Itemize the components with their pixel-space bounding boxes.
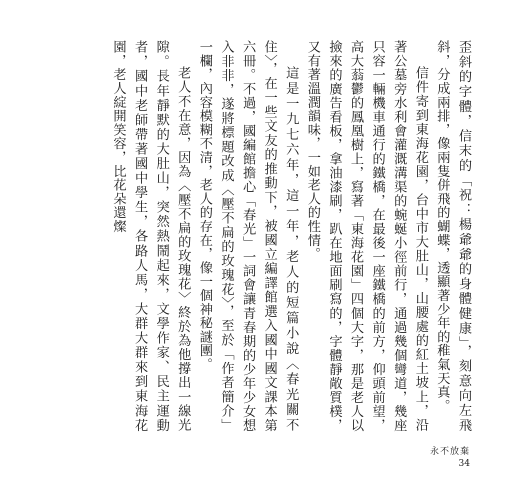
body-text (44, 40, 474, 432)
page-number: 34 (458, 459, 470, 469)
paragraph-2: 信件寄到東海花園，台中市大肚山，山腰處的紅土坡上，沿著公墓旁水利會灌溉溝渠的蜿蜒小徑前行，通過幾個彎道，幾座只容一輛機車通行的鐵橋，在最後一座鐵橋的前方，仰頭前望，高大蓊鬱的鳳凰樹上，寫著「東海花園」四個大字，那是老人以撿來的廣告看板，拿油漆刷，趴在地面刷寫的，字體靜敞質樸，又有著溫潤韻味，一如老人的性情。 (304, 40, 428, 432)
running-title: 永不放棄 (429, 447, 470, 457)
paragraph-3: 這是一九七六年，這一年，老人的短篇小說〈春光關不住〉，在一些文友的推動下，被國立編譯館選入國中國文課本第六冊。不過，國編館擔心「春光」一詞會讓青春期的少年少女想入非非，遂將標題改成〈壓不扁的玫瑰花〉，至於「作者簡介」一欄，內容模糊不清，老人的存在，像一個神秘謎團。 (196, 40, 299, 432)
page-footer (430, 446, 470, 470)
paragraph-4: 老人不在意，因為〈壓不扁的玫瑰花〉終於為他撐出一線光隙。長年靜默的大肚山，突然熱鬧起來，文學作家、民主運動者，國中老師帶著國中學生，各路人馬，大群大群來到東海花園，老人綻開笑容，比花朵還燦 (110, 40, 191, 432)
paragraph-1: 歪斜的字體，信末的「祝：楊爺爺的身體健康」，刻意向左飛斜，分成兩排，像兩隻併飛的蝴蝶，透顯著少年的稚氣天真。 (434, 40, 471, 432)
